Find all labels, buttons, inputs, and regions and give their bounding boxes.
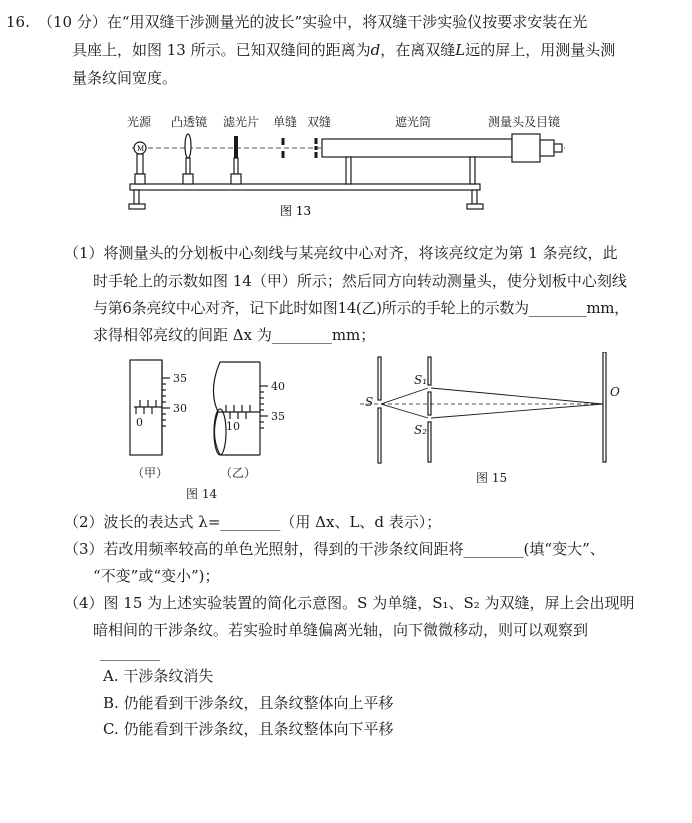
fig13-label-convex-lens: 凸透镜 [171, 115, 208, 129]
fig13-rail [130, 184, 480, 190]
q4-blank: ________ [100, 643, 160, 661]
fig14b-tick-40: 40 [271, 380, 285, 393]
problem-line-2-c: 远的屏上，用测量头测 [465, 41, 616, 59]
fig14a-zero: 0 [136, 416, 143, 429]
fig14a-tick-30: 30 [173, 402, 187, 415]
fig15-caption: 图 15 [476, 471, 508, 485]
figure-13 [120, 112, 580, 222]
fig13-tube [322, 139, 512, 157]
q3-line-2: “不变”或“变小”)； [93, 567, 220, 585]
problem-line-2-a: 具座上，如图 13 所示。已知双缝间的距离为 [72, 41, 371, 59]
fig14a-tick-35: 35 [173, 372, 187, 385]
q1-line-4: 求得相邻亮纹的间距 Δx 为________mm； [93, 326, 376, 344]
fig14b-ten: 10 [226, 420, 240, 433]
fig13-label-double-slit: 双缝 [307, 115, 332, 129]
q4-line-2: 暗相间的干涉条纹。若实验时单缝偏离光轴，向下微微移动，则可以观察到 [93, 621, 589, 639]
fig13-caption: 图 13 [280, 204, 312, 218]
var-L: L [455, 41, 466, 59]
fig15-single-slit-top [378, 357, 381, 400]
q1-line-2: 时手轮上的示数如图 14（甲）所示；然后同方向转动测量头，使分划板中心刻线 [93, 272, 627, 290]
fig14-caption: 图 14 [186, 487, 218, 501]
fig13-label-filter: 滤光片 [223, 115, 260, 129]
fig13-measuring-head [512, 134, 540, 162]
option-c: C. 仍能看到干涉条纹，且条纹整体向下平移 [103, 720, 394, 738]
fig14a-label: （甲） [132, 466, 169, 480]
fig15-single-slit-bottom [378, 408, 381, 463]
q4-line-1: （4）图 15 为上述实验装置的简化示意图。S 为单缝，S₁、S₂ 为双缝，屏上会出现明 [64, 594, 635, 612]
option-b: B. 仍能看到干涉条纹，且条纹整体向上平移 [103, 694, 394, 712]
problem-line-1: （10 分）在“用双缝干涉测量光的波长”实验中，将双缝干涉实验仪按要求安装在光 [38, 13, 588, 31]
problem-number: 16. [6, 13, 30, 31]
fig13-source-mark: M [137, 145, 145, 153]
fig15-label-S2: S₂ [414, 423, 428, 437]
problem-line-2-b: ，在离双缝 [380, 41, 456, 59]
q2-line: （2）波长的表达式 λ=________（用 Δx、L、d 表示）； [64, 513, 442, 531]
fig14b-tick-35: 35 [271, 410, 285, 423]
fig13-label-single-slit: 单缝 [273, 115, 298, 129]
q3-line-1: （3）若改用频率较高的单色光照射，得到的干涉条纹间距将________(填“变大”、 [64, 540, 605, 558]
fig13-label-light-source: 光源 [127, 115, 152, 129]
fig13-lens-icon [185, 134, 191, 158]
problem-line-2 [72, 40, 615, 60]
q1-line-1: （1）将测量头的分划板中心刻线与某亮纹中心对齐，将该亮纹定为第 1 条亮纹，此 [64, 244, 618, 262]
problem-line-3: 量条纹间宽度。 [72, 69, 178, 87]
var-d: d [370, 41, 381, 59]
fig15-screen [603, 352, 606, 462]
fig15-label-S: S [365, 395, 374, 409]
fig15-label-S1: S₁ [414, 373, 428, 387]
fig14b-label: （乙） [220, 466, 257, 480]
figure-14 [120, 350, 310, 505]
figure-15 [360, 352, 630, 492]
fig13-label-tube: 遮光筒 [395, 115, 432, 129]
fig13-filter-icon [234, 136, 238, 158]
fig13-label-eyepiece: 测量头及目镜 [488, 115, 561, 129]
q1-line-3: 与第6条亮纹中心对齐，记下此时如图14(乙)所示的手轮上的示数为________mm， [93, 299, 629, 317]
fig15-label-O: O [610, 385, 620, 399]
option-a: A. 干涉条纹消失 [103, 667, 214, 685]
